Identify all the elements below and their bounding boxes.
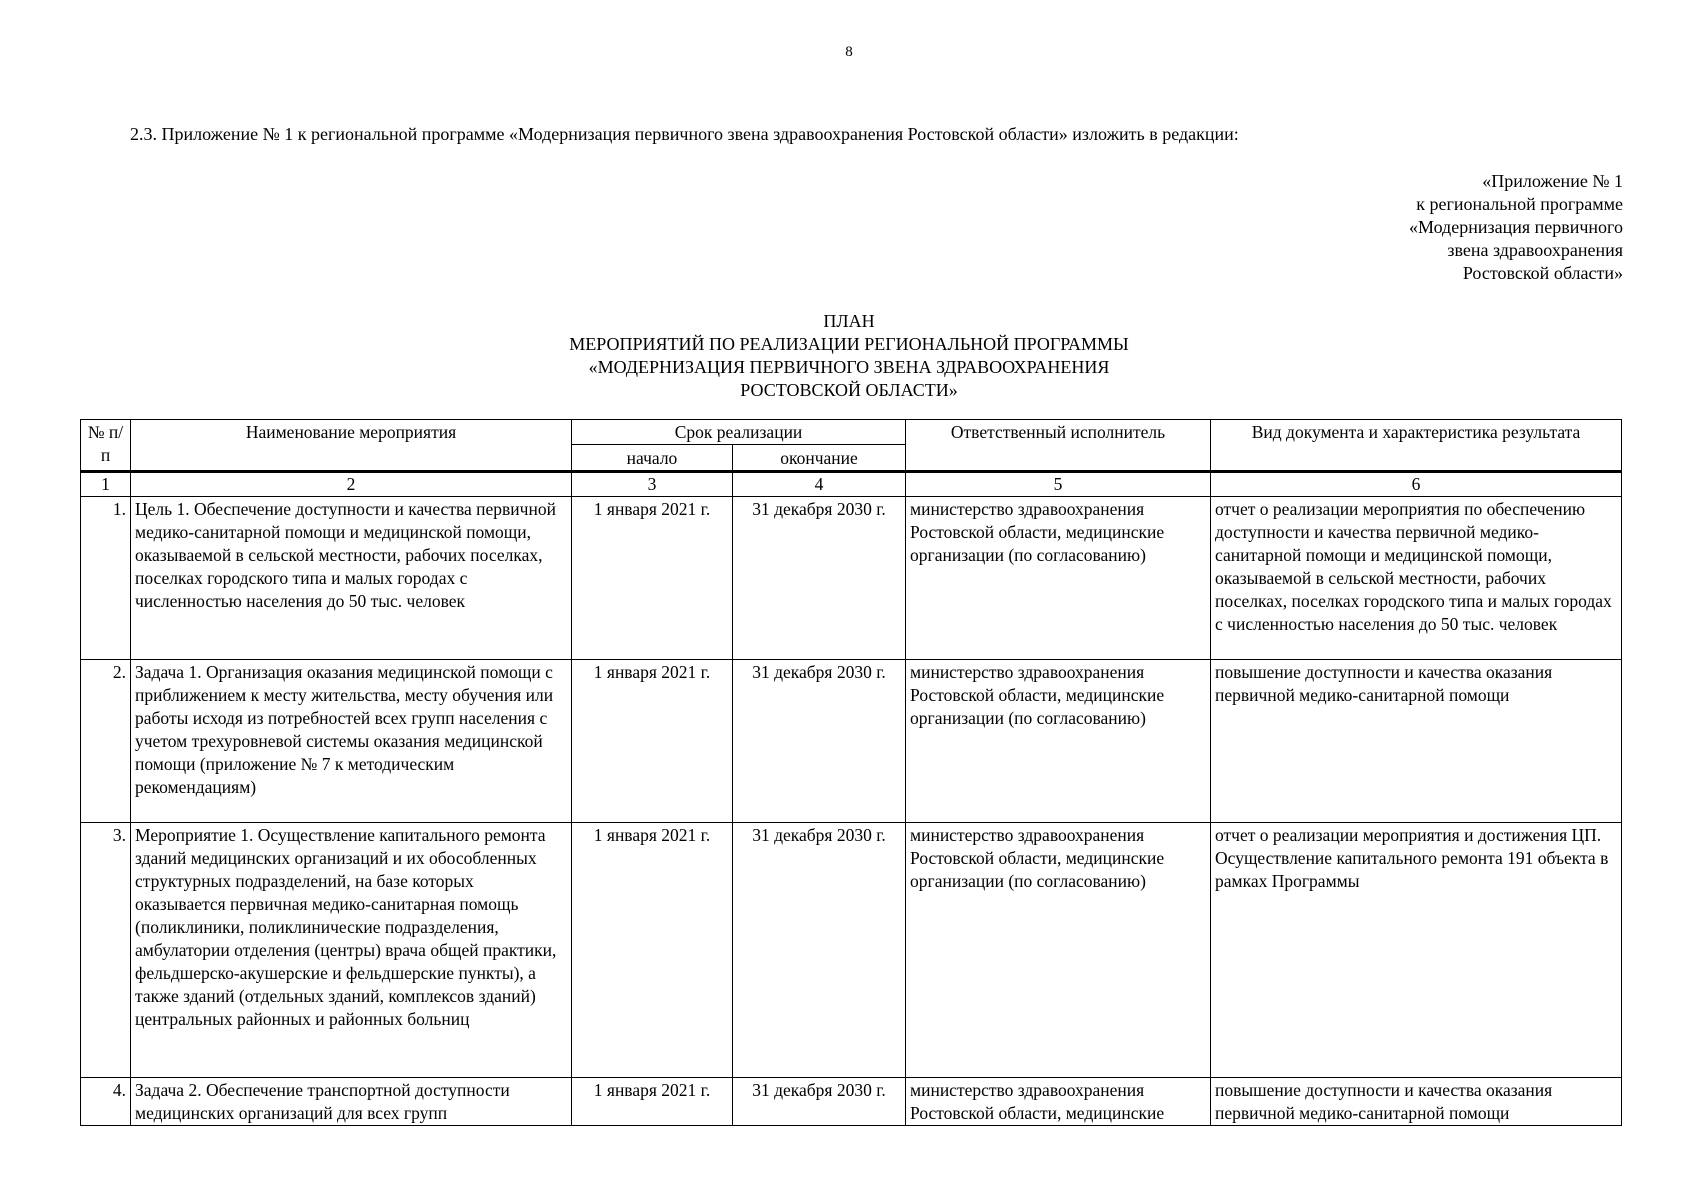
row-end-date: 31 декабря 2030 г. bbox=[733, 823, 906, 1078]
row-result: отчет о реализации мероприятия и достижения ЦП. Осуществление капитального ремонта 191 объекта в рамках Программы bbox=[1211, 823, 1622, 1078]
row-end-date: 31 декабря 2030 г. bbox=[733, 660, 906, 823]
column-number: 4 bbox=[733, 472, 906, 497]
header-result: Вид документа и характеристика результата bbox=[1211, 420, 1622, 472]
row-result: отчет о реализации мероприятия по обеспечению доступности и качества первичной медико-санитарной помощи и медицинской помощи, оказываемой в сельской местности, рабочих поселках, поселках городского типа и малых городах с численностью населения до 50 тыс. человек bbox=[1211, 497, 1622, 660]
column-number: 2 bbox=[131, 472, 572, 497]
row-number: 1. bbox=[81, 497, 131, 660]
header-start: начало bbox=[572, 445, 733, 472]
header-term: Срок реализации bbox=[572, 420, 906, 445]
row-executor bbox=[906, 1078, 1211, 1126]
row-name bbox=[131, 1078, 572, 1126]
header-name: Наименование мероприятия bbox=[131, 420, 572, 472]
plan-title-line: ПЛАН bbox=[823, 311, 875, 331]
row-name: Задача 1. Организация оказания медицинской помощи с приближением к месту жительства, месту обучения или работы исходя из потребностей всех групп населения с учетом трехуровневой системы оказания медицинской помощи (приложение № 7 к методическим рекомендациям) bbox=[131, 660, 572, 823]
row-name: Цель 1. Обеспечение доступности и качества первичной медико-санитарной помощи и медицинской помощи, оказываемой в сельской местности, рабочих поселках, поселках городского типа и малых городах с численностью населения до 50 тыс. человек bbox=[131, 497, 572, 660]
row-executor: министерство здравоохранения Ростовской области, медицинские организации (по согласованию) bbox=[906, 497, 1211, 660]
page-number: 8 bbox=[845, 44, 853, 60]
plan-title bbox=[0, 310, 1698, 402]
plan-table bbox=[80, 419, 1622, 1126]
row-number: 2. bbox=[81, 660, 131, 823]
row-end-date: 31 декабря 2030 г. bbox=[733, 1078, 906, 1126]
annex-header bbox=[1409, 170, 1623, 285]
row-executor: министерство здравоохранения Ростовской области, медицинские организации (по согласованию) bbox=[906, 660, 1211, 823]
row-end-date: 31 декабря 2030 г. bbox=[733, 497, 906, 660]
plan-title-line: МЕРОПРИЯТИЙ ПО РЕАЛИЗАЦИИ РЕГИОНАЛЬНОЙ ПРОГРАММЫ bbox=[569, 334, 1129, 354]
row-start-date: 1 января 2021 г. bbox=[572, 823, 733, 1078]
row-result: повышение доступности и качества оказания первичной медико-санитарной помощи bbox=[1211, 660, 1622, 823]
row-name: Мероприятие 1. Осуществление капитального ремонта зданий медицинских организаций и их обособленных структурных подразделений, на базе которых оказывается первичная медико-санитарная помощь (поликлиники, поликлинические подразделения, амбулатории отделения (центры) врача общей практики, фельдшерско-акушерские и фельдшерские пункты), а также зданий (отдельных зданий, комплексов зданий) центральных районных и районных больниц bbox=[131, 823, 572, 1078]
row-executor: министерство здравоохранения Ростовской области, медицинские организации (по согласованию) bbox=[906, 823, 1211, 1078]
column-number: 5 bbox=[906, 472, 1211, 497]
table-row bbox=[81, 497, 1622, 660]
row-start-date: 1 января 2021 г. bbox=[572, 497, 733, 660]
annex-line: «Приложение № 1 bbox=[1482, 171, 1623, 191]
row-result-text: повышение доступности и качества оказания первичной медико-санитарной помощи bbox=[1215, 1080, 1553, 1123]
annex-line: Ростовской области» bbox=[1462, 263, 1623, 283]
annex-line: к региональной программе bbox=[1416, 194, 1623, 214]
header-executor: Ответственный исполнитель bbox=[906, 420, 1211, 472]
row-number: 4. bbox=[81, 1078, 131, 1126]
intro-paragraph: 2.3. Приложение № 1 к региональной программе «Модернизация первичного звена здравоохранения Ростовской области» изложить в редакции: bbox=[130, 124, 1239, 144]
annex-line: звена здравоохранения bbox=[1447, 240, 1623, 260]
header-end: окончание bbox=[733, 445, 906, 472]
header-num: № п/п bbox=[81, 420, 131, 472]
plan-title-line: РОСТОВСКОЙ ОБЛАСТИ» bbox=[740, 380, 958, 400]
row-start-date: 1 января 2021 г. bbox=[572, 660, 733, 823]
row-start-date: 1 января 2021 г. bbox=[572, 1078, 733, 1126]
row-result bbox=[1211, 1078, 1622, 1126]
row-executor-text: министерство здравоохранения Ростовской области, медицинские bbox=[910, 1080, 1165, 1123]
table-row bbox=[81, 1078, 1622, 1126]
column-number: 1 bbox=[81, 472, 131, 497]
row-number: 3. bbox=[81, 823, 131, 1078]
table-row bbox=[81, 823, 1622, 1078]
column-number: 6 bbox=[1211, 472, 1622, 497]
table-row bbox=[81, 660, 1622, 823]
plan-title-line: «МОДЕРНИЗАЦИЯ ПЕРВИЧНОГО ЗВЕНА ЗДРАВООХРАНЕНИЯ bbox=[588, 357, 1110, 377]
row-name-text: Задача 2. Обеспечение транспортной доступности медицинских организаций для всех групп bbox=[135, 1080, 510, 1123]
column-numbers-row bbox=[81, 472, 1622, 497]
annex-line: «Модернизация первичного bbox=[1409, 217, 1623, 237]
column-number: 3 bbox=[572, 472, 733, 497]
